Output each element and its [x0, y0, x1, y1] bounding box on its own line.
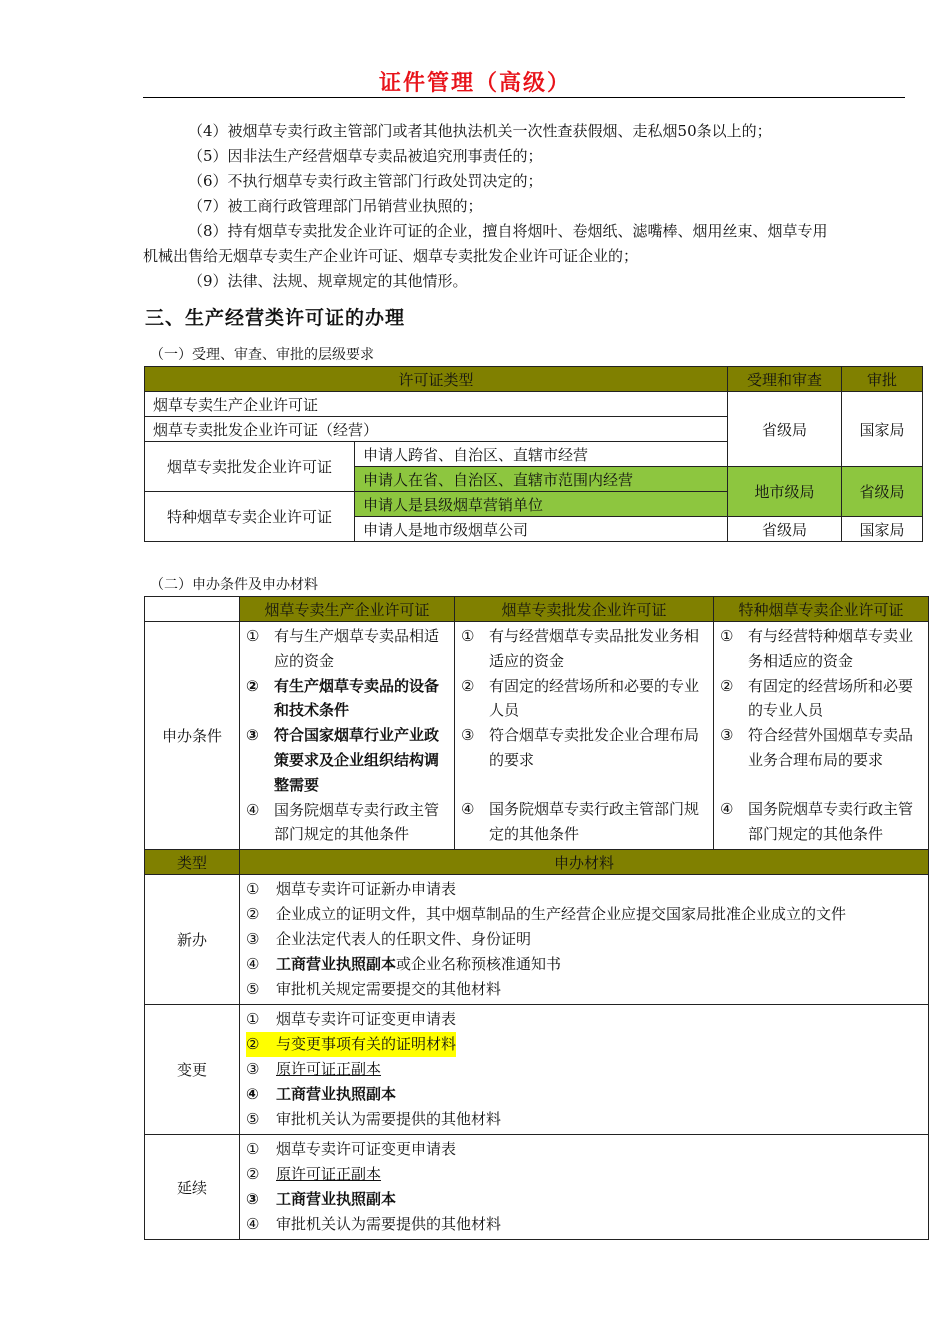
list-item: ② 原许可证正副本 — [246, 1165, 382, 1184]
change-materials — [240, 1005, 929, 1135]
applicant-cross-province: 申请人跨省、自治区、直辖市经营 — [355, 442, 728, 467]
list-item: ① 有与经营特种烟草专卖业务相适应的资金 — [720, 627, 914, 670]
list-item: ③ 符合烟草专卖批发企业合理布局的要求 — [461, 726, 700, 769]
list-item: ① 有与生产烟草专卖品相适应的资金 — [246, 627, 440, 670]
blank-corner — [145, 597, 240, 622]
list-item: ② 有固定的经营场所和必要的专业人员 — [461, 676, 700, 720]
list-item: ② 有固定的经营场所和必要的专业人员 — [720, 676, 914, 720]
list-item: ④ 国务院烟草专卖行政主管部门规定的其他条件 — [246, 800, 440, 844]
header-type: 类型 — [145, 850, 240, 875]
header-materials: 申办材料 — [240, 850, 929, 875]
requirements-table — [144, 596, 929, 1240]
header-special: 特种烟草专卖企业许可证 — [714, 597, 929, 622]
header-production: 烟草专卖生产企业许可证 — [240, 597, 455, 622]
license-production: 烟草专卖生产企业许可证 — [145, 392, 728, 417]
list-item: ① 烟草专卖许可证变更申请表 — [246, 1140, 457, 1159]
license-wholesale-operation: 烟草专卖批发企业许可证（经营） — [145, 417, 728, 442]
review-provincial-2: 省级局 — [728, 517, 842, 542]
list-item: ② 企业成立的证明文件，其中烟草制品的生产经营企业应提交国家局批准企业成立的文件 — [246, 905, 847, 924]
list-item: ⑤ 审批机关认为需要提供的其他材料 — [246, 1110, 502, 1129]
applicant-city: 申请人是地市级烟草公司 — [355, 517, 728, 542]
license-special: 特种烟草专卖企业许可证 — [145, 492, 355, 542]
subsection-heading: （一）受理、审查、审批的层级要求 — [150, 347, 374, 363]
list-item: ④ 工商营业执照副本 — [246, 1085, 397, 1104]
list-item: ④ 国务院烟草专卖行政主管部门规定的其他条件 — [461, 799, 700, 843]
list-item: ④ 工商营业执照副本或企业名称预核准通知书 — [246, 955, 562, 974]
section-heading: 三、生产经营类许可证的办理 — [145, 307, 406, 329]
list-item: ③ 工商营业执照副本 — [246, 1190, 397, 1209]
conditions-paragraphs — [143, 119, 905, 294]
conditions-special — [714, 622, 929, 850]
title-rule — [143, 97, 905, 98]
paragraph: （8）持有烟草专卖批发企业许可证的企业，擅自将烟叶、卷烟纸、滤嘴棒、烟用丝束、烟草专用 — [188, 222, 828, 240]
header-approval: 审批 — [842, 367, 923, 392]
renew-materials — [240, 1135, 929, 1240]
list-item: ① 烟草专卖许可证新办申请表 — [246, 880, 457, 899]
approval-level-table — [144, 366, 923, 542]
list-item: ① 烟草专卖许可证变更申请表 — [246, 1010, 457, 1029]
paragraph: （7）被工商行政管理部门吊销营业执照的； — [188, 197, 483, 215]
paragraph: （4）被烟草专卖行政主管部门或者其他执法机关一次性查获假烟、走私烟50条以上的； — [188, 122, 772, 140]
approval-national-2: 国家局 — [842, 517, 923, 542]
conditions-wholesale — [455, 622, 714, 850]
list-item: ③ 符合经营外国烟草专卖品业务合理布局的要求 — [720, 726, 914, 769]
change-label: 变更 — [145, 1005, 240, 1135]
conditions-production — [240, 622, 455, 850]
list-item: ④ 国务院烟草专卖行政主管部门规定的其他条件 — [720, 799, 914, 843]
approval-provincial: 省级局 — [842, 467, 923, 517]
list-item: ① 有与经营烟草专卖品批发业务相适应的资金 — [461, 627, 700, 670]
new-materials — [240, 875, 929, 1005]
paragraph: （5）因非法生产经营烟草专卖品被追究刑事责任的； — [188, 147, 543, 165]
paragraph: （9）法律、法规、规章规定的其他情形。 — [188, 272, 468, 290]
new-label: 新办 — [145, 875, 240, 1005]
review-provincial: 省级局 — [728, 392, 842, 467]
approval-national: 国家局 — [842, 392, 923, 467]
list-item: ③ 企业法定代表人的任职文件、身份证明 — [246, 930, 532, 949]
applicant-county: 申请人是县级烟草营销单位 — [355, 492, 728, 517]
paragraph: （6）不执行烟草专卖行政主管部门行政处罚决定的； — [188, 172, 543, 190]
list-item: ④ 审批机关认为需要提供的其他材料 — [246, 1215, 502, 1234]
header-license-type: 许可证类型 — [145, 367, 728, 392]
header-wholesale: 烟草专卖批发企业许可证 — [455, 597, 714, 622]
list-item: ② 有生产烟草专卖品的设备和技术条件 — [246, 676, 440, 720]
header-review: 受理和审查 — [728, 367, 842, 392]
subsection-heading: （二）申办条件及申办材料 — [150, 577, 318, 593]
paragraph: 机械出售给无烟草专卖生产企业许可证、烟草专卖批发企业许可证企业的； — [143, 247, 639, 265]
review-municipal: 地市级局 — [728, 467, 842, 517]
renew-label: 延续 — [145, 1135, 240, 1240]
list-item: ⑤ 审批机关规定需要提交的其他材料 — [246, 980, 502, 999]
page-title: 证件管理（高级） — [378, 71, 571, 96]
applicant-within-province: 申请人在省、自治区、直辖市范围内经营 — [355, 467, 728, 492]
license-wholesale: 烟草专卖批发企业许可证 — [145, 442, 355, 492]
list-item: ③ 原许可证正副本 — [246, 1060, 382, 1079]
list-item: ③ 符合国家烟草行业产业政策要求及企业组织结构调整需要 — [246, 726, 440, 794]
conditions-label: 申办条件 — [145, 622, 240, 850]
list-item: ② 与变更事项有关的证明材料 — [246, 1032, 922, 1057]
